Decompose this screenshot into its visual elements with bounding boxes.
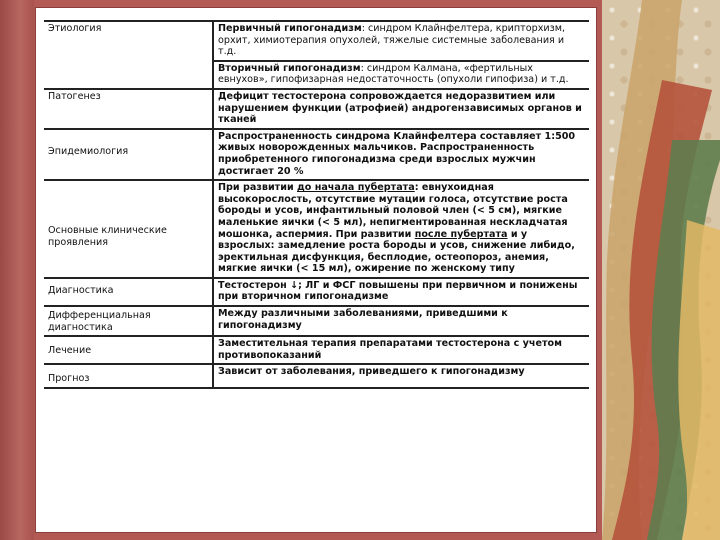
row-value: Зависит от заболевания, приведшего к гипогонадизму [213, 364, 589, 388]
secondary-hypogonadism-text: : синдром Калмана, «фертильных евнухов», гипофизарная недостаточность (опухоли гипофиза) и т.д. [218, 62, 569, 86]
clinical-text-mid: : евнухоидная высокорослость, отсутствие мутации голоса, отсутствие роста бороды и усов, инфантильный половой член (< 5 см), мягкие маленькие яички (< 5 мл), непигментированная нескладчатая мошонка, аспермия. При развитии [218, 182, 568, 240]
row-value: Дефицит тестостерона сопровождается недоразвитием или нарушением функции (атрофией) андрогензависимых органов и тканей [213, 89, 589, 129]
row-value [213, 21, 589, 61]
row-value [213, 180, 589, 278]
secondary-hypogonadism-term: Вторичный гипогонадизм [218, 62, 361, 74]
row-label: Лечение [44, 336, 213, 364]
table-row-diagnostics [44, 278, 589, 306]
decorative-background-pattern [602, 0, 720, 540]
row-value: Между различными заболеваниями, приведшими к гипогонадизму [213, 306, 589, 336]
row-label: Прогноз [44, 364, 213, 388]
table-row-etiology [44, 21, 589, 61]
row-label: Основные клинические проявления [44, 180, 213, 278]
clinical-text-pre: При развитии [218, 182, 298, 194]
row-value: Тестостерон ↓; ЛГ и ФСГ повышены при первичном и понижены при вторичном гипогонадизме [213, 278, 589, 306]
primary-hypogonadism-term: Первичный гипогонадизм [218, 23, 362, 34]
hypogonadism-table [44, 20, 589, 389]
row-label: Диагностика [44, 278, 213, 306]
table-row-epidemiology [44, 129, 589, 180]
table-row-differential [44, 306, 589, 336]
row-label: Дифференциальная диагностика [44, 306, 213, 336]
row-value: Распространенность синдрома Клайнфелтера составляет 1:500 живых новорожденных мальчиков. Распространенность приобретенного гипогонадизма среди взрослых мужчин достигает 20 % [213, 129, 589, 180]
row-label: Эпидемиология [44, 129, 213, 180]
row-label: Патогенез [44, 89, 213, 129]
row-value [213, 61, 589, 89]
left-decor-band [0, 0, 34, 540]
table-row-pathogenesis [44, 89, 589, 129]
table-row-clinical [44, 180, 589, 278]
primary-hypogonadism-text: : синдром Клайнфелтера, крипторхизм, орхит, химиотерапия опухолей, тяжелые системные заболевания и т.д. [218, 23, 566, 58]
row-value: Заместительная терапия препаратами тестостерона с учетом противопоказаний [213, 336, 589, 364]
row-label: Этиология [44, 21, 213, 89]
before-puberty-term: до начала пубертата [297, 182, 415, 194]
table-row-prognosis [44, 364, 589, 388]
clinical-text-post: и у взрослых: замедление роста бороды и усов, снижение либидо, эректильная дисфункция, бесплодие, остеопороз, анемия, мягкие яички (< 15 мл), ожирение по женскому типу [218, 228, 575, 275]
slide-card [36, 8, 596, 532]
table-row-treatment [44, 336, 589, 364]
decorative-ribbons [602, 0, 720, 540]
after-puberty-term: после пубертата [414, 228, 508, 240]
